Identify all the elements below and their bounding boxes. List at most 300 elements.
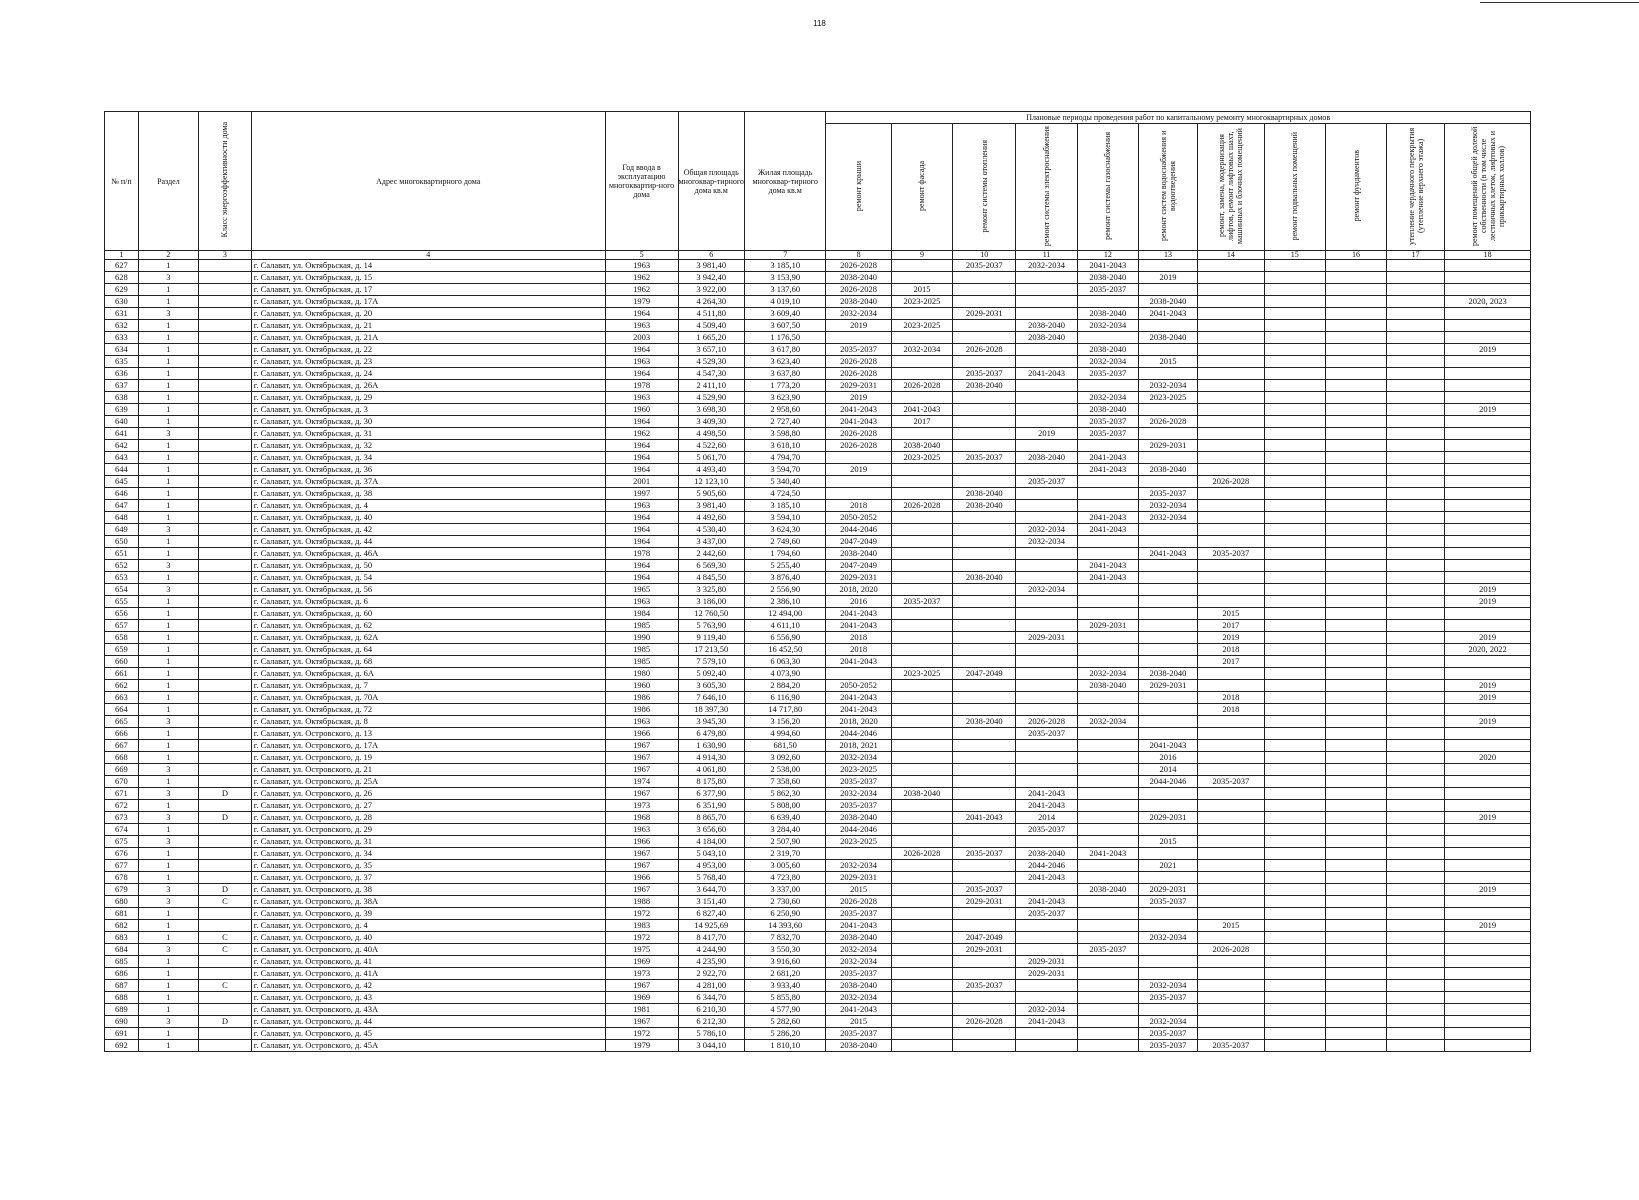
premises-period: 2019 — [1445, 632, 1531, 644]
row-num: 665 — [105, 716, 139, 728]
row-energy-class — [199, 260, 252, 272]
foundation-period — [1325, 572, 1386, 584]
attic-period — [1387, 512, 1445, 524]
header-attic — [1387, 124, 1445, 251]
facade-period — [891, 932, 952, 944]
electric-period — [1016, 344, 1077, 356]
table-row — [105, 296, 1531, 308]
column-number: 12 — [1077, 251, 1138, 260]
facade-period — [891, 608, 952, 620]
premises-period: 2019 — [1445, 596, 1531, 608]
row-section: 1 — [138, 644, 198, 656]
attic-period — [1387, 944, 1445, 956]
row-address: г. Салават, ул. Островского, д. 43 — [251, 992, 605, 1004]
row-num: 627 — [105, 260, 139, 272]
row-year: 1975 — [605, 944, 678, 956]
row-num: 630 — [105, 296, 139, 308]
row-year: 1972 — [605, 932, 678, 944]
heating-period — [953, 620, 1016, 632]
foundation-period — [1325, 1040, 1386, 1052]
water-period — [1138, 656, 1197, 668]
electric-period — [1016, 656, 1077, 668]
foundation-period — [1325, 428, 1386, 440]
foundation-period — [1325, 812, 1386, 824]
header-planned-periods: Плановые периоды проведения работ по капитальному ремонту многоквартирных домов — [826, 112, 1531, 124]
row-num: 656 — [105, 608, 139, 620]
electric-period: 2035-2037 — [1016, 728, 1077, 740]
foundation-period — [1325, 800, 1386, 812]
row-living-area: 14 717,80 — [745, 704, 826, 716]
header-year: Год ввода в эксплуатацию многоквартир-ного дома — [605, 112, 678, 251]
row-year: 1985 — [605, 620, 678, 632]
row-section: 1 — [138, 440, 198, 452]
roof-period: 2026-2028 — [826, 896, 891, 908]
basement-period — [1264, 932, 1325, 944]
row-section: 1 — [138, 1040, 198, 1052]
row-year: 1967 — [605, 752, 678, 764]
premises-period: 2020, 2022 — [1445, 644, 1531, 656]
attic-period — [1387, 980, 1445, 992]
row-living-area: 2 319,70 — [745, 848, 826, 860]
gas-period: 2035-2037 — [1077, 368, 1138, 380]
row-section: 1 — [138, 608, 198, 620]
table-row — [105, 992, 1531, 1004]
row-section: 1 — [138, 1028, 198, 1040]
attic-period — [1387, 500, 1445, 512]
row-energy-class — [199, 548, 252, 560]
row-living-area: 3 005,60 — [745, 860, 826, 872]
facade-period — [891, 968, 952, 980]
gas-period — [1077, 500, 1138, 512]
electric-period: 2019 — [1016, 428, 1077, 440]
row-energy-class: C — [199, 896, 252, 908]
row-year: 1960 — [605, 680, 678, 692]
row-year: 2003 — [605, 332, 678, 344]
row-energy-class — [199, 380, 252, 392]
facade-period — [891, 908, 952, 920]
attic-period — [1387, 260, 1445, 272]
water-period: 2029-2031 — [1138, 680, 1197, 692]
row-total-area: 4 244,90 — [678, 944, 745, 956]
column-number: 1 — [105, 251, 139, 260]
row-section: 3 — [138, 560, 198, 572]
row-num: 668 — [105, 752, 139, 764]
attic-period — [1387, 380, 1445, 392]
row-living-area: 3 337,00 — [745, 884, 826, 896]
roof-period: 2018, 2020 — [826, 716, 891, 728]
lifts-period — [1198, 452, 1265, 464]
foundation-period — [1325, 296, 1386, 308]
facade-period — [891, 560, 952, 572]
gas-period — [1077, 800, 1138, 812]
basement-period — [1264, 740, 1325, 752]
lifts-period: 2035-2037 — [1198, 548, 1265, 560]
attic-period — [1387, 404, 1445, 416]
electric-period — [1016, 440, 1077, 452]
row-section: 1 — [138, 692, 198, 704]
facade-period — [891, 800, 952, 812]
basement-period — [1264, 812, 1325, 824]
row-energy-class — [199, 608, 252, 620]
row-year: 1963 — [605, 824, 678, 836]
header-facade-label: ремонт фасада — [917, 161, 927, 211]
row-year: 1963 — [605, 596, 678, 608]
facade-period — [891, 1028, 952, 1040]
row-num: 688 — [105, 992, 139, 1004]
facade-period — [891, 368, 952, 380]
row-living-area: 6 250,90 — [745, 908, 826, 920]
roof-period: 2047-2049 — [826, 536, 891, 548]
facade-period — [891, 272, 952, 284]
gas-period — [1077, 824, 1138, 836]
gas-period — [1077, 980, 1138, 992]
row-total-area: 18 397,30 — [678, 704, 745, 716]
row-total-area: 2 442,60 — [678, 548, 745, 560]
column-number: 14 — [1198, 251, 1265, 260]
row-total-area: 4 529,90 — [678, 392, 745, 404]
electric-period — [1016, 548, 1077, 560]
heating-period: 2035-2037 — [953, 884, 1016, 896]
column-number: 8 — [826, 251, 891, 260]
basement-period — [1264, 656, 1325, 668]
table-row — [105, 764, 1531, 776]
lifts-period — [1198, 812, 1265, 824]
facade-period — [891, 920, 952, 932]
basement-period — [1264, 440, 1325, 452]
foundation-period — [1325, 992, 1386, 1004]
premises-period — [1445, 908, 1531, 920]
heating-period — [953, 632, 1016, 644]
column-number: 6 — [678, 251, 745, 260]
water-period — [1138, 968, 1197, 980]
basement-period — [1264, 584, 1325, 596]
row-section: 1 — [138, 680, 198, 692]
roof-period — [826, 452, 891, 464]
roof-period: 2041-2043 — [826, 416, 891, 428]
basement-period — [1264, 428, 1325, 440]
row-num: 643 — [105, 452, 139, 464]
row-energy-class — [199, 824, 252, 836]
row-num: 664 — [105, 704, 139, 716]
heating-period — [953, 332, 1016, 344]
foundation-period — [1325, 956, 1386, 968]
basement-period — [1264, 620, 1325, 632]
heating-period — [953, 284, 1016, 296]
roof-period: 2026-2028 — [826, 284, 891, 296]
row-year: 1985 — [605, 656, 678, 668]
row-address: г. Салават, ул. Октябрьская, д. 68 — [251, 656, 605, 668]
roof-period: 2029-2031 — [826, 572, 891, 584]
row-total-area: 3 656,60 — [678, 824, 745, 836]
row-address: г. Салават, ул. Островского, д. 13 — [251, 728, 605, 740]
gas-period: 2041-2043 — [1077, 260, 1138, 272]
table-row — [105, 452, 1531, 464]
header-address: Адрес многоквартирного дома — [251, 112, 605, 251]
gas-period: 2038-2040 — [1077, 308, 1138, 320]
row-living-area: 2 749,60 — [745, 536, 826, 548]
row-address: г. Салават, ул. Октябрьская, д. 44 — [251, 536, 605, 548]
heating-period — [953, 704, 1016, 716]
column-number: 9 — [891, 251, 952, 260]
row-num: 640 — [105, 416, 139, 428]
gas-period: 2032-2034 — [1077, 716, 1138, 728]
table-row — [105, 260, 1531, 272]
gas-period — [1077, 908, 1138, 920]
row-living-area: 3 624,30 — [745, 524, 826, 536]
row-num: 692 — [105, 1040, 139, 1052]
attic-period — [1387, 548, 1445, 560]
electric-period — [1016, 692, 1077, 704]
heating-period — [953, 272, 1016, 284]
attic-period — [1387, 1040, 1445, 1052]
attic-period — [1387, 440, 1445, 452]
row-year: 1967 — [605, 740, 678, 752]
heating-period: 2038-2040 — [953, 380, 1016, 392]
foundation-period — [1325, 488, 1386, 500]
facade-period — [891, 1016, 952, 1028]
row-total-area: 1 665,20 — [678, 332, 745, 344]
electric-period: 2029-2031 — [1016, 968, 1077, 980]
table-row — [105, 836, 1531, 848]
table-row — [105, 884, 1531, 896]
row-address: г. Салават, ул. Октябрьская, д. 14 — [251, 260, 605, 272]
facade-period — [891, 944, 952, 956]
row-living-area: 3 185,10 — [745, 500, 826, 512]
row-energy-class — [199, 440, 252, 452]
facade-period: 2026-2028 — [891, 380, 952, 392]
row-num: 651 — [105, 548, 139, 560]
header-heating-label: ремонт системы отопления — [979, 139, 989, 233]
row-energy-class — [199, 668, 252, 680]
row-year: 1983 — [605, 920, 678, 932]
row-living-area: 3 637,80 — [745, 368, 826, 380]
premises-period — [1445, 476, 1531, 488]
roof-period: 2026-2028 — [826, 428, 891, 440]
lifts-period: 2026-2028 — [1198, 476, 1265, 488]
electric-period — [1016, 1028, 1077, 1040]
facade-period: 2017 — [891, 416, 952, 428]
heating-period: 2047-2049 — [953, 668, 1016, 680]
row-address: г. Салават, ул. Октябрьская, д. 21 — [251, 320, 605, 332]
facade-period — [891, 476, 952, 488]
row-address: г. Салават, ул. Островского, д. 38 — [251, 884, 605, 896]
gas-period — [1077, 896, 1138, 908]
facade-period — [891, 1040, 952, 1052]
foundation-period — [1325, 536, 1386, 548]
row-energy-class — [199, 848, 252, 860]
row-num: 659 — [105, 644, 139, 656]
row-energy-class — [199, 752, 252, 764]
heating-period — [953, 440, 1016, 452]
premises-period — [1445, 332, 1531, 344]
row-num: 675 — [105, 836, 139, 848]
row-section: 1 — [138, 512, 198, 524]
row-num: 646 — [105, 488, 139, 500]
table-row — [105, 776, 1531, 788]
row-living-area: 3 623,40 — [745, 356, 826, 368]
row-address: г. Салават, ул. Островского, д. 28 — [251, 812, 605, 824]
premises-period — [1445, 572, 1531, 584]
row-living-area: 4 724,50 — [745, 488, 826, 500]
lifts-period — [1198, 584, 1265, 596]
facade-period — [891, 680, 952, 692]
row-year: 1985 — [605, 644, 678, 656]
premises-period — [1445, 284, 1531, 296]
row-address: г. Салават, ул. Октябрьская, д. 23 — [251, 356, 605, 368]
foundation-period — [1325, 932, 1386, 944]
water-period: 2035-2037 — [1138, 1040, 1197, 1052]
roof-period: 2032-2034 — [826, 752, 891, 764]
roof-period: 2041-2043 — [826, 704, 891, 716]
water-period — [1138, 260, 1197, 272]
premises-period — [1445, 416, 1531, 428]
row-address: г. Салават, ул. Октябрьская, д. 20 — [251, 308, 605, 320]
lifts-period — [1198, 380, 1265, 392]
row-address: г. Салават, ул. Островского, д. 35 — [251, 860, 605, 872]
table-row — [105, 932, 1531, 944]
lifts-period — [1198, 572, 1265, 584]
foundation-period — [1325, 776, 1386, 788]
column-number: 18 — [1445, 251, 1531, 260]
row-energy-class — [199, 368, 252, 380]
electric-period — [1016, 296, 1077, 308]
heating-period — [953, 548, 1016, 560]
row-total-area: 4 914,30 — [678, 752, 745, 764]
heating-period — [953, 584, 1016, 596]
table-row — [105, 1016, 1531, 1028]
row-num: 679 — [105, 884, 139, 896]
row-section: 1 — [138, 260, 198, 272]
row-address: г. Салават, ул. Островского, д. 39 — [251, 908, 605, 920]
table-row — [105, 632, 1531, 644]
heating-period: 2038-2040 — [953, 716, 1016, 728]
premises-period — [1445, 932, 1531, 944]
row-section: 1 — [138, 704, 198, 716]
facade-period — [891, 428, 952, 440]
heating-period — [953, 776, 1016, 788]
basement-period — [1264, 1040, 1325, 1052]
roof-period: 2035-2037 — [826, 776, 891, 788]
water-period: 2035-2037 — [1138, 896, 1197, 908]
foundation-period — [1325, 464, 1386, 476]
water-period: 2041-2043 — [1138, 740, 1197, 752]
basement-period — [1264, 704, 1325, 716]
foundation-period — [1325, 968, 1386, 980]
premises-period — [1445, 1040, 1531, 1052]
lifts-period — [1198, 464, 1265, 476]
column-number: 4 — [251, 251, 605, 260]
row-energy-class — [199, 1040, 252, 1052]
page-number: 118 — [813, 19, 826, 28]
row-total-area: 5 061,70 — [678, 452, 745, 464]
row-num: 681 — [105, 908, 139, 920]
foundation-period — [1325, 320, 1386, 332]
heating-period — [953, 872, 1016, 884]
basement-period — [1264, 260, 1325, 272]
row-num: 673 — [105, 812, 139, 824]
row-num: 634 — [105, 344, 139, 356]
row-address: г. Салават, ул. Островского, д. 45 — [251, 1028, 605, 1040]
row-year: 1964 — [605, 440, 678, 452]
row-year: 1963 — [605, 356, 678, 368]
row-year: 1967 — [605, 788, 678, 800]
facade-period — [891, 716, 952, 728]
row-year: 1967 — [605, 860, 678, 872]
header-basement-label: ремонт подвальных помещений — [1290, 131, 1300, 241]
premises-period — [1445, 1028, 1531, 1040]
row-address: г. Салават, ул. Островского, д. 17А — [251, 740, 605, 752]
attic-period — [1387, 656, 1445, 668]
basement-period — [1264, 1028, 1325, 1040]
row-year: 1981 — [605, 1004, 678, 1016]
row-year: 1966 — [605, 728, 678, 740]
water-period — [1138, 716, 1197, 728]
lifts-period — [1198, 404, 1265, 416]
row-address: г. Салават, ул. Островского, д. 34 — [251, 848, 605, 860]
roof-period: 2038-2040 — [826, 812, 891, 824]
heating-period — [953, 692, 1016, 704]
row-section: 1 — [138, 488, 198, 500]
foundation-period — [1325, 476, 1386, 488]
roof-period: 2038-2040 — [826, 272, 891, 284]
table-row — [105, 692, 1531, 704]
facade-period — [891, 308, 952, 320]
row-year: 1979 — [605, 1040, 678, 1052]
foundation-period — [1325, 752, 1386, 764]
basement-period — [1264, 308, 1325, 320]
row-energy-class — [199, 536, 252, 548]
row-total-area: 12 760,50 — [678, 608, 745, 620]
row-section: 1 — [138, 728, 198, 740]
header-facade — [891, 124, 952, 251]
column-number: 15 — [1264, 251, 1325, 260]
electric-period — [1016, 464, 1077, 476]
row-total-area: 3 044,10 — [678, 1040, 745, 1052]
gas-period — [1077, 632, 1138, 644]
row-num: 632 — [105, 320, 139, 332]
header-num: № п/п — [105, 112, 139, 251]
water-period — [1138, 452, 1197, 464]
attic-period — [1387, 860, 1445, 872]
water-period: 2035-2037 — [1138, 1028, 1197, 1040]
attic-period — [1387, 284, 1445, 296]
facade-period — [891, 884, 952, 896]
row-energy-class — [199, 920, 252, 932]
foundation-period — [1325, 656, 1386, 668]
gas-period — [1077, 692, 1138, 704]
row-section: 1 — [138, 416, 198, 428]
row-energy-class — [199, 308, 252, 320]
row-total-area: 4 493,40 — [678, 464, 745, 476]
heating-period: 2029-2031 — [953, 896, 1016, 908]
roof-period: 2038-2040 — [826, 932, 891, 944]
table-row — [105, 476, 1531, 488]
row-total-area: 14 925,69 — [678, 920, 745, 932]
basement-period — [1264, 884, 1325, 896]
heating-period: 2035-2037 — [953, 260, 1016, 272]
table-row — [105, 644, 1531, 656]
row-living-area: 2 681,20 — [745, 968, 826, 980]
row-energy-class — [199, 704, 252, 716]
row-section: 1 — [138, 956, 198, 968]
electric-period — [1016, 752, 1077, 764]
row-year: 1984 — [605, 608, 678, 620]
foundation-period — [1325, 704, 1386, 716]
electric-period — [1016, 380, 1077, 392]
basement-period — [1264, 320, 1325, 332]
row-energy-class — [199, 644, 252, 656]
electric-period — [1016, 404, 1077, 416]
